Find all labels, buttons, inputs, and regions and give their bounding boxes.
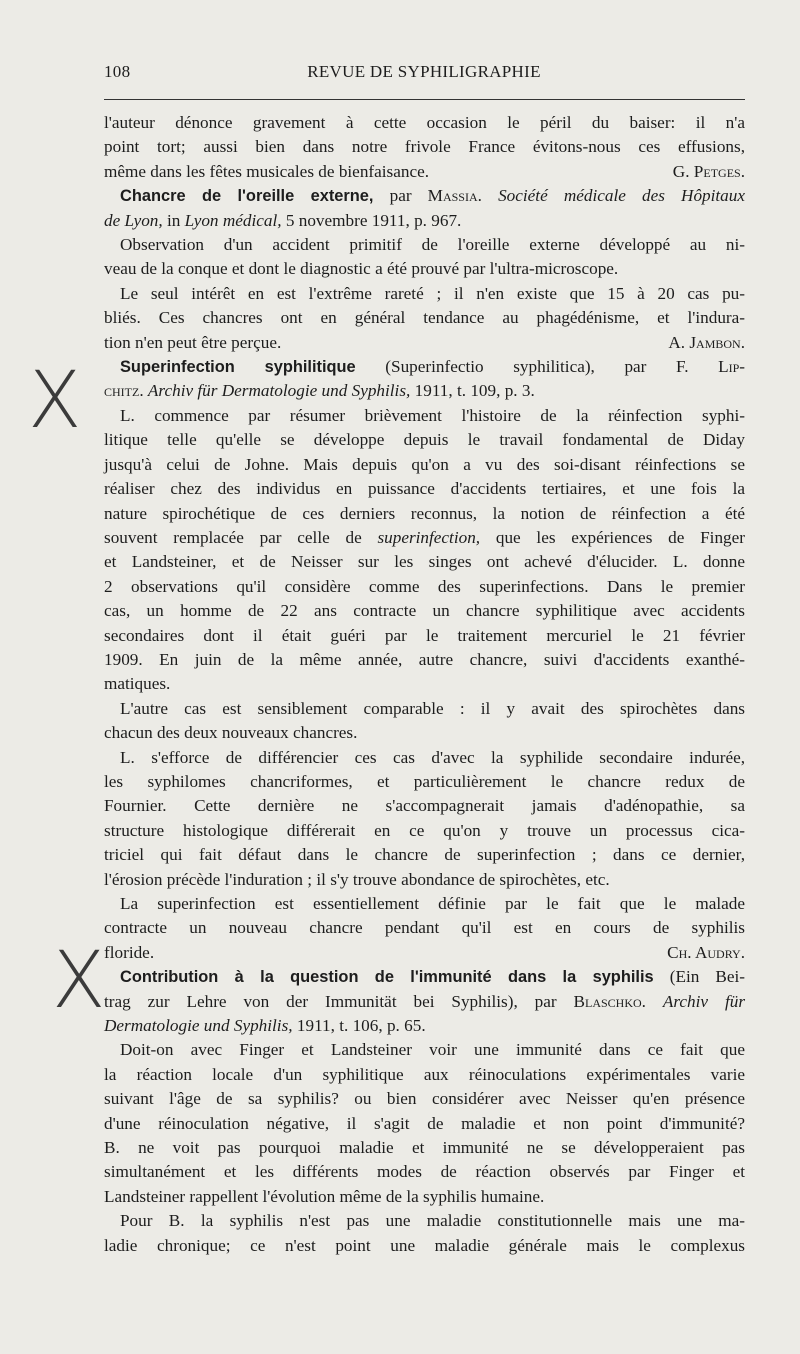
text-line: cas, un homme de 22 ans contracte un chancre syphilitique avec accidents <box>104 601 745 621</box>
text-line: L. s'efforce de différencier ces cas d'avec la syphilide secondaire indurée, <box>120 747 745 767</box>
text-line: réaliser chez des individus en puissance d'accidents tertiaires, et une fois la <box>104 479 745 499</box>
running-title: REVUE DE SYPHILIGRAPHIE <box>307 62 541 81</box>
entry-author: Blaschko <box>573 991 642 1011</box>
text-line: triciel qui fait défaut dans le chancre de superinfection ; dans ce dernier, <box>104 845 745 865</box>
text-line: souvent remplacée par celle de superinfection, que les expériences de Finger <box>104 527 745 547</box>
text-line: Le seul intérêt en est l'extrême rareté ; il n'en existe que 15 à 20 cas pu- <box>120 283 745 303</box>
entry-reference: de Lyon, in Lyon médical, 5 novembre 1911, p. 967. <box>104 210 462 230</box>
review-signature: Ch. Audry. <box>667 942 745 962</box>
review-entry <box>104 184 745 355</box>
entry-heading: Contribution à la question de l'immunité dans la syphilis (Ein Bei- <box>120 967 746 987</box>
text-line: d'une réinoculation négative, il s'agit de maladie et non point d'immunité? <box>104 1113 745 1133</box>
review-signature: G. Petges. <box>672 161 745 181</box>
margin-mark-x: X <box>52 936 106 1026</box>
review-entry <box>104 355 745 965</box>
entry-author: Massia <box>427 186 478 206</box>
text-line: Doit-on avec Finger et Landsteiner voir une immunité dans ce fait que <box>120 1040 745 1060</box>
text-line: bliés. Ces chancres ont en général tendance au phagédénisme, et l'indura- <box>104 308 745 328</box>
text-line: litique telle qu'elle se développe depuis le travail fondamental de Diday <box>104 430 745 450</box>
entry-journal: Société médicale des Hôpitaux <box>498 186 745 206</box>
review-entry <box>104 965 745 1258</box>
text-line: matiques. <box>104 674 171 694</box>
text-line: suivant l'âge de sa syphilis? ou bien considérer avec Neisser qu'en présence <box>104 1089 745 1109</box>
text-line: nature spirochétique de ces derniers reconnus, la notion de réinfection a été <box>104 503 745 523</box>
entry-heading: Superinfection syphilitique (Superinfectio syphilitica), par F. Lip- <box>120 357 745 377</box>
text-line: Pour B. la syphilis n'est pas une maladie constitutionnelle mais une ma- <box>120 1211 745 1231</box>
text-line: et Landsteiner, et de Neisser sur les singes ont achevé d'élucider. L. donne <box>104 552 745 572</box>
text-line: La superinfection est essentiellement définie par le fait que le malade <box>120 894 745 913</box>
text-line: les syphilomes chancriformes, et particulièrement le chancre redux de <box>104 771 745 791</box>
text-line: 2 observations qu'il considère comme des superinfections. Dans le premier <box>104 576 745 596</box>
entry-journal: Archiv für <box>662 991 746 1011</box>
text-line: ladie chronique; ce n'est point une maladie générale mais le complexus <box>104 1235 745 1255</box>
text-line: point tort; aussi bien dans notre frivole France évitons-nous ces effusions, <box>104 137 745 157</box>
text-line: L'autre cas est sensiblement comparable : il y avait des spirochètes dans <box>120 698 745 718</box>
text-line: chacun des deux nouveaux chancres. <box>104 723 358 743</box>
text-line: simultanément et les différents modes de réaction observés par Finger et <box>104 1162 745 1182</box>
text-line: B. ne voit pas pourquoi maladie et immunité ne se développeraient pas <box>104 1138 745 1158</box>
text-line: jusqu'à celui de Johne. Mais depuis qu'on a vu des soi-disant réinfections se <box>104 454 745 474</box>
entry-title: Superinfection syphilitique <box>120 358 356 377</box>
text-line: A. Jambon. tion n'en peut être perçue. <box>104 331 745 355</box>
review-continuation <box>104 111 745 184</box>
text-line: L. commence par résumer brièvement l'histoire de la réinfection syphi- <box>120 405 745 425</box>
margin-mark-x: X <box>28 356 82 446</box>
text-line: secondaires dont il était guéri par le traitement mercuriel le 21 février <box>104 625 745 645</box>
entry-reference: trag zur Lehre von der Immunität bei Syphilis), par Blaschko. Archiv für <box>104 991 746 1011</box>
page-number: 108 <box>104 62 131 81</box>
text-line: structure histologique différerait en ce qu'on y trouve un processus cica- <box>104 820 745 840</box>
entry-author: F. Lip- <box>676 357 745 377</box>
text-line: G. Petges. même dans les fêtes musicales de bienfaisance. <box>104 160 745 184</box>
review-signature: A. Jambon. <box>668 332 745 352</box>
text-line: contracte un nouveau chancre pendant qu'il est en cours de syphilis <box>104 918 745 938</box>
text-line: l'érosion précède l'induration ; il s'y trouve abondance de spirochètes, etc. <box>104 869 610 889</box>
entry-journal: Archiv für Dermatologie und Syphilis, <box>147 381 411 401</box>
text-line: veau de la conque et dont le diagnostic a été prouvé par l'ultra-microscope. <box>104 259 619 279</box>
entry-heading: Chancre de l'oreille externe, par Massia. Société médicale des Hôpitaux <box>120 186 745 206</box>
entry-title: Chancre de l'oreille externe, <box>120 187 374 206</box>
entry-reference: chitz. Archiv für Dermatologie und Syphilis, 1911, t. 109, p. 3. <box>104 381 535 401</box>
text-line: Landsteiner rappellent l'évolution même de la syphilis humaine. <box>104 1186 545 1206</box>
text-line: Observation d'un accident primitif de l'oreille externe développé au ni- <box>120 235 745 255</box>
entry-reference: Dermatologie und Syphilis, 1911, t. 106, p. 65. <box>104 1016 426 1036</box>
text-line: Ch. Audry. floride. <box>104 941 745 965</box>
page-body <box>104 111 745 1258</box>
text-line: l'auteur dénonce gravement à cette occasion le péril du baiser: il n'a <box>104 113 745 132</box>
header-rule <box>104 99 745 100</box>
text-line: 1909. En juin de la même année, autre chancre, suivi d'accidents exanthé- <box>104 649 745 669</box>
text-line: la réaction locale d'un syphilitique aux réinoculations expérimentales varie <box>104 1064 745 1084</box>
text-line: Fournier. Cette dernière ne s'accompagnerait jamais d'adénopathie, sa <box>104 796 745 816</box>
entry-title: Contribution à la question de l'immunité dans la syphilis <box>120 968 654 987</box>
